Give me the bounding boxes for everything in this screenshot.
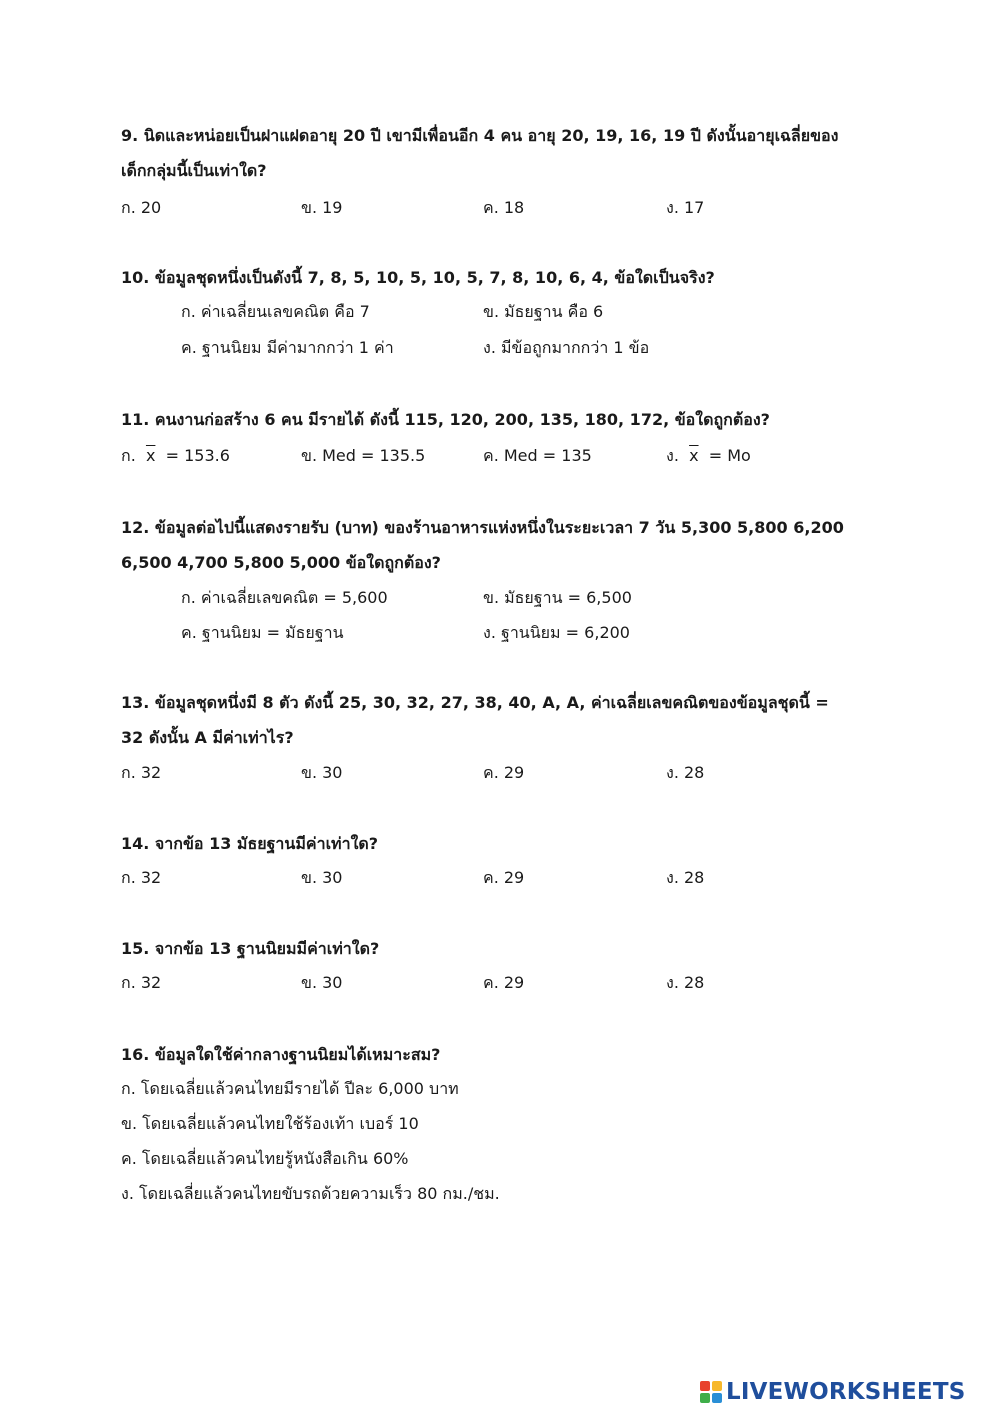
choice-c[interactable]: ค. ฐานนิยม มีค่ามากกว่า 1 ค่า bbox=[181, 338, 394, 357]
choice-a[interactable]: ก. 32 bbox=[121, 763, 162, 782]
question-13 bbox=[121, 685, 881, 755]
question-13-text-line1: 13. ข้อมูลชุดหนึ่งมี 8 ตัว ดังนี้ 25, 30, 32, 27, 38, 40, A, A, ค่าเฉลี่ยเลขคณิตของข้อมูลชุดนี้ = bbox=[121, 693, 829, 712]
choice-b[interactable]: ข. โดยเฉลี่ยแล้วคนไทยใช้ร้องเท้า เบอร์ 10 bbox=[121, 1114, 419, 1133]
question-9 bbox=[121, 118, 881, 188]
choice-a[interactable]: ก. 32 bbox=[121, 868, 162, 887]
choice-d[interactable]: ง. 28 bbox=[666, 973, 705, 992]
question-14 bbox=[121, 826, 881, 861]
choice-c[interactable]: ค. โดยเฉลี่ยแล้วคนไทยรู้หนังสือเกิน 60% bbox=[121, 1149, 409, 1168]
choice-d[interactable]: ง. 28 bbox=[666, 763, 705, 782]
choice-a[interactable]: ก. $\overline{x} = 153.6$ bbox=[121, 446, 230, 465]
question-12-text-line1: 12. ข้อมูลต่อไปนี้แสดงรายรับ (บาท) ของร้านอาหารแห่งหนึ่งในระยะเวลา 7 วัน 5,300 5,800 6,200 bbox=[121, 518, 844, 537]
question-14-text: 14. จากข้อ 13 มัธยฐานมีค่าเท่าใด? bbox=[121, 834, 379, 853]
question-13-text-line2: 32 ดังนั้น A มีค่าเท่าไร? bbox=[121, 728, 294, 747]
choice-a[interactable]: ก. 32 bbox=[121, 973, 162, 992]
question-12 bbox=[121, 510, 881, 580]
choice-b[interactable]: ข. Med = 135.5 bbox=[301, 446, 426, 465]
x-bar-symbol: $\overline{x}$ bbox=[145, 446, 156, 465]
logo-square-green bbox=[700, 1393, 710, 1403]
choice-c[interactable]: ค. Med = 135 bbox=[483, 446, 592, 465]
question-15 bbox=[121, 931, 881, 966]
choice-d[interactable]: ง. 17 bbox=[666, 198, 705, 217]
choice-a[interactable]: ก. 20 bbox=[121, 198, 162, 217]
question-11-text: 11. คนงานก่อสร้าง 6 คน มีรายได้ ดังนี้ 115, 120, 200, 135, 180, 172, ข้อใดถูกต้อง? bbox=[121, 410, 770, 429]
choice-a[interactable]: ก. ค่าเฉลี่ยนเลขคณิต คือ 7 bbox=[181, 302, 370, 321]
choice-b[interactable]: ข. 30 bbox=[301, 868, 343, 887]
logo-square-yellow bbox=[712, 1381, 722, 1391]
choice-c[interactable]: ค. 29 bbox=[483, 868, 525, 887]
choice-b[interactable]: ข. มัธยฐาน คือ 6 bbox=[483, 302, 604, 321]
choice-a[interactable]: ก. ค่าเฉลี่ยเลขคณิต = 5,600 bbox=[181, 588, 388, 607]
question-16 bbox=[121, 1037, 881, 1072]
choice-b[interactable]: ข. 30 bbox=[301, 763, 343, 782]
question-15-text: 15. จากข้อ 13 ฐานนิยมมีค่าเท่าใด? bbox=[121, 939, 380, 958]
choice-d[interactable]: ง. $\overline{x} = Mo$ bbox=[666, 446, 751, 465]
question-10-text: 10. ข้อมูลชุดหนึ่งเป็นดังนี้ 7, 8, 5, 10, 5, 10, 5, 7, 8, 10, 6, 4, ข้อใดเป็นจริง? bbox=[121, 268, 715, 287]
question-16-text: 16. ข้อมูลใดใช้ค่ากลางฐานนิยมได้เหมาะสม? bbox=[121, 1045, 441, 1064]
choice-b[interactable]: ข. 30 bbox=[301, 973, 343, 992]
choice-c[interactable]: ค. 18 bbox=[483, 198, 525, 217]
choice-b[interactable]: ข. 19 bbox=[301, 198, 343, 217]
choice-d[interactable]: ง. โดยเฉลี่ยแล้วคนไทยขับรถด้วยความเร็ว 80 กม./ชม. bbox=[121, 1184, 500, 1203]
x-bar-symbol: $\overline{x}$ bbox=[689, 446, 699, 465]
logo-mark-icon bbox=[700, 1381, 722, 1403]
choice-d[interactable]: ง. มีข้อถูกมากกว่า 1 ข้อ bbox=[483, 338, 650, 357]
logo-square-blue bbox=[712, 1393, 722, 1403]
question-9-text-line1: 9. นิดและหน่อยเป็นฝาแฝดอายุ 20 ปี เขามีเพื่อนอีก 4 คน อายุ 20, 19, 16, 19 ปี ดังนั้นอายุเฉลี่ยของ bbox=[121, 126, 839, 145]
choice-d[interactable]: ง. ฐานนิยม = 6,200 bbox=[483, 623, 630, 642]
choice-a[interactable]: ก. โดยเฉลี่ยแล้วคนไทยมีรายได้ ปีละ 6,000 บาท bbox=[121, 1079, 459, 1098]
logo-square-red bbox=[700, 1381, 710, 1391]
choice-c[interactable]: ค. 29 bbox=[483, 973, 525, 992]
question-10 bbox=[121, 260, 881, 295]
question-12-text-line2: 6,500 4,700 5,800 5,000 ข้อใดถูกต้อง? bbox=[121, 553, 441, 572]
choice-d[interactable]: ง. 28 bbox=[666, 868, 705, 887]
logo-text: LIVEWORKSHEETS bbox=[726, 1379, 966, 1405]
question-11 bbox=[121, 402, 881, 437]
question-9-text-line2: เด็กกลุ่มนี้เป็นเท่าใด? bbox=[121, 161, 267, 180]
choice-c[interactable]: ค. ฐานนิยม = มัธยฐาน bbox=[181, 623, 344, 642]
choice-c[interactable]: ค. 29 bbox=[483, 763, 525, 782]
choice-b[interactable]: ข. มัธยฐาน = 6,500 bbox=[483, 588, 632, 607]
liveworksheets-logo bbox=[700, 1376, 965, 1408]
